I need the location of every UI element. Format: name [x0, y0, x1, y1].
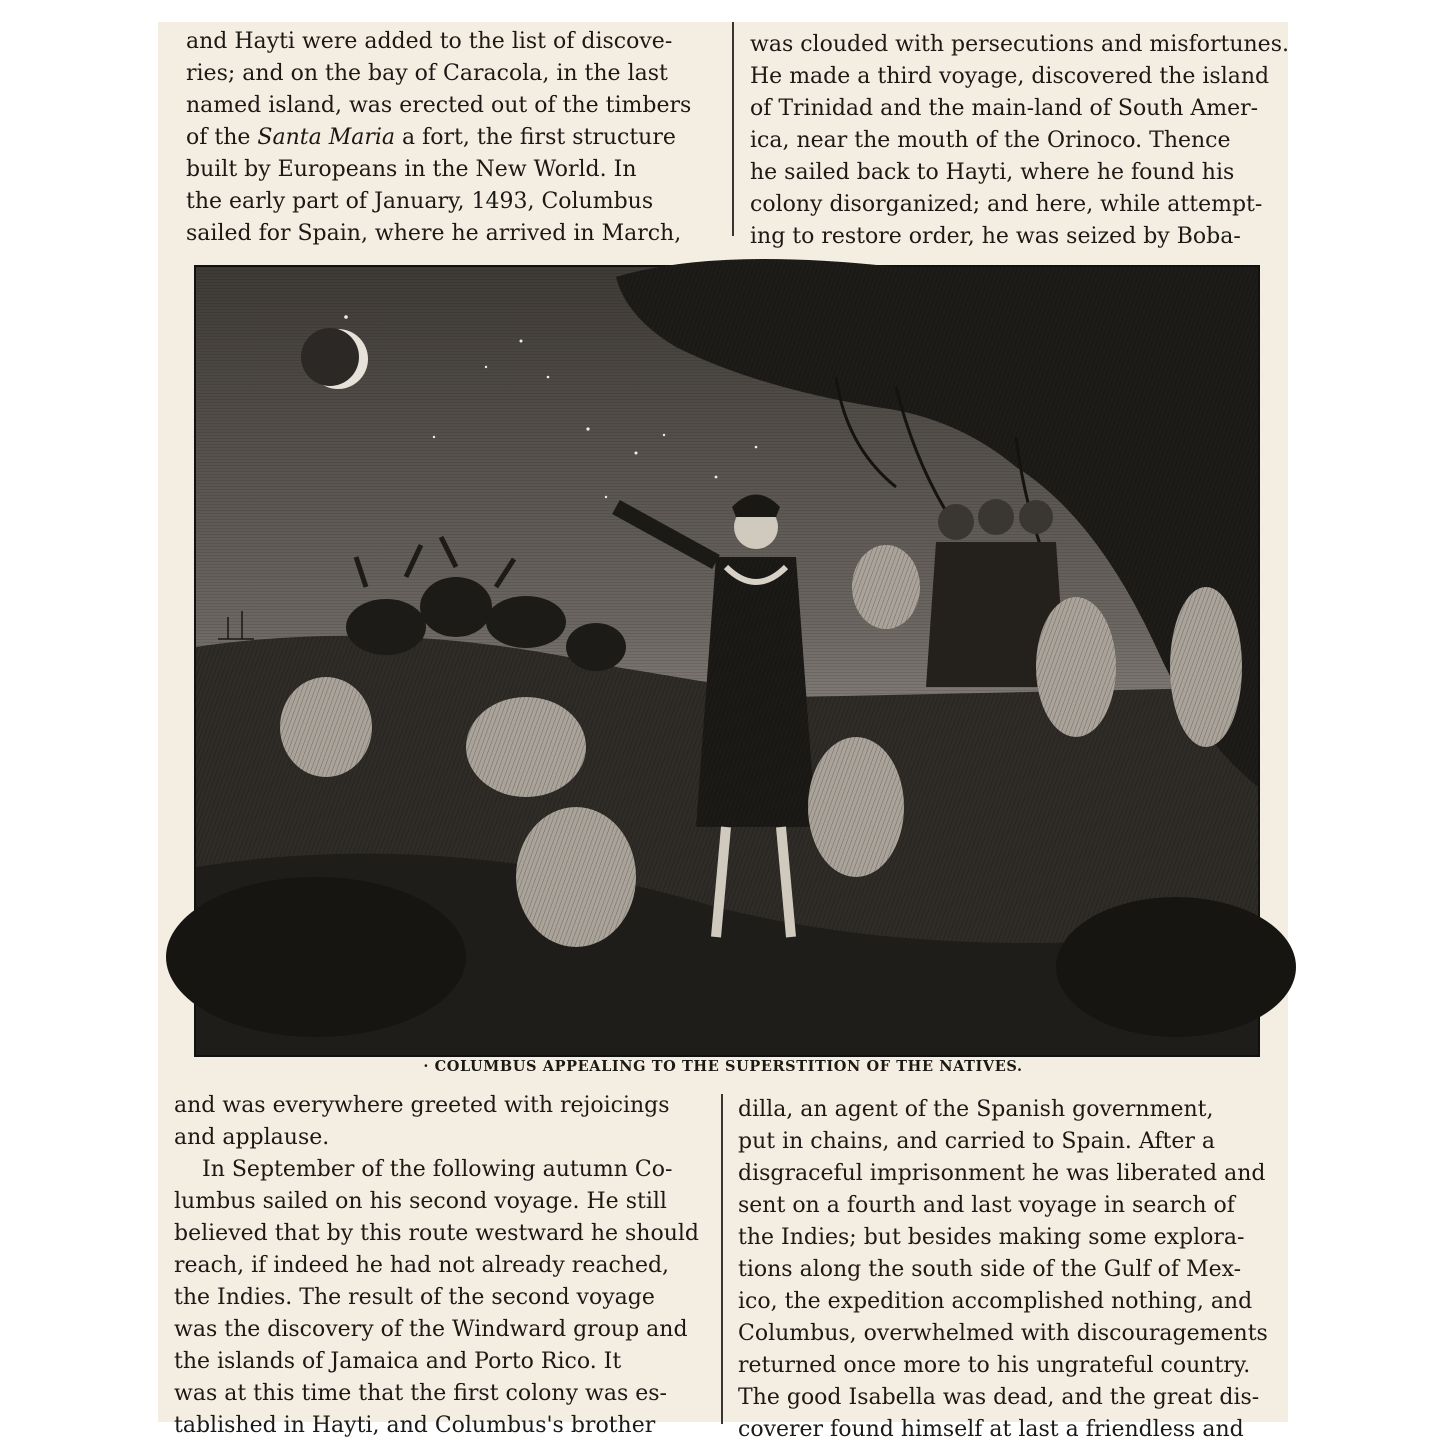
text-line: he sailed back to Hayti, where he found his — [750, 160, 1235, 185]
engraving-scene — [196, 267, 1258, 1055]
text-line: was clouded with persecutions and misfortunes. — [750, 32, 1289, 57]
text-line: named island, was erected out of the timbers — [186, 93, 692, 118]
text-line: tablished in Hayti, and Columbus's brother — [174, 1413, 656, 1438]
text-line: In September of the following autumn Co- — [202, 1157, 673, 1182]
top-right-column — [750, 29, 1289, 253]
text-line: returned once more to his ungrateful country. — [738, 1353, 1251, 1378]
text-line: tions along the south side of the Gulf of Mex- — [738, 1257, 1242, 1282]
text-line: believed that by this route westward he should — [174, 1221, 699, 1246]
text-line: reach, if indeed he had not already reached, — [174, 1253, 670, 1278]
book-page — [158, 22, 1289, 1442]
text-line: ico, the expedition accomplished nothing, and — [738, 1289, 1253, 1314]
text-line: ica, near the mouth of the Orinoco. Thence — [750, 128, 1231, 153]
top-left-column — [186, 26, 714, 250]
engraving-illustration — [194, 265, 1260, 1057]
illustration-caption: · COLUMBUS APPEALING TO THE SUPERSTITION OF THE NATIVES. — [423, 1058, 1023, 1075]
bottom-column-divider — [721, 1094, 723, 1424]
text-line: sent on a fourth and last voyage in search of — [738, 1193, 1235, 1218]
text-line: colony disorganized; and here, while attempt- — [750, 192, 1263, 217]
text-line: sailed for Spain, where he arrived in March, — [186, 221, 682, 246]
text-line: ing to restore order, he was seized by Boba- — [750, 224, 1241, 249]
top-column-divider — [732, 22, 734, 236]
text-line: and was everywhere greeted with rejoicings — [174, 1093, 670, 1118]
text-line: disgraceful imprisonment he was liberated and — [738, 1161, 1266, 1186]
text-line: built by Europeans in the New World. In — [186, 157, 637, 182]
text-line: of Trinidad and the main-land of South Amer- — [750, 96, 1259, 121]
text-line: Columbus, overwhelmed with discouragements — [738, 1321, 1268, 1346]
text-line: and applause. — [174, 1125, 330, 1150]
bottom-left-column — [174, 1090, 706, 1442]
text-line: coverer found himself at last a friendless and — [738, 1417, 1244, 1442]
text-line: the Indies; but besides making some explora- — [738, 1225, 1245, 1250]
text-line: the Indies. The result of the second voyage — [174, 1285, 655, 1310]
bottom-right-column — [738, 1094, 1268, 1446]
text-line: the early part of January, 1493, Columbus — [186, 189, 654, 214]
text-line: and Hayti were added to the list of discove- — [186, 29, 673, 54]
text-line: was at this time that the first colony was es- — [174, 1381, 667, 1406]
text-line: dilla, an agent of the Spanish government, — [738, 1097, 1214, 1122]
text-line: lumbus sailed on his second voyage. He still — [174, 1189, 667, 1214]
text-line: the islands of Jamaica and Porto Rico. It — [174, 1349, 622, 1374]
text-line: put in chains, and carried to Spain. After a — [738, 1129, 1216, 1154]
text-line: The good Isabella was dead, and the great dis- — [738, 1385, 1260, 1410]
text-line: He made a third voyage, discovered the island — [750, 64, 1270, 89]
text-line: was the discovery of the Windward group and — [174, 1317, 688, 1342]
text-line: ries; and on the bay of Caracola, in the last — [186, 61, 668, 86]
text-line: of the Santa Maria a fort, the first structure — [186, 125, 676, 150]
